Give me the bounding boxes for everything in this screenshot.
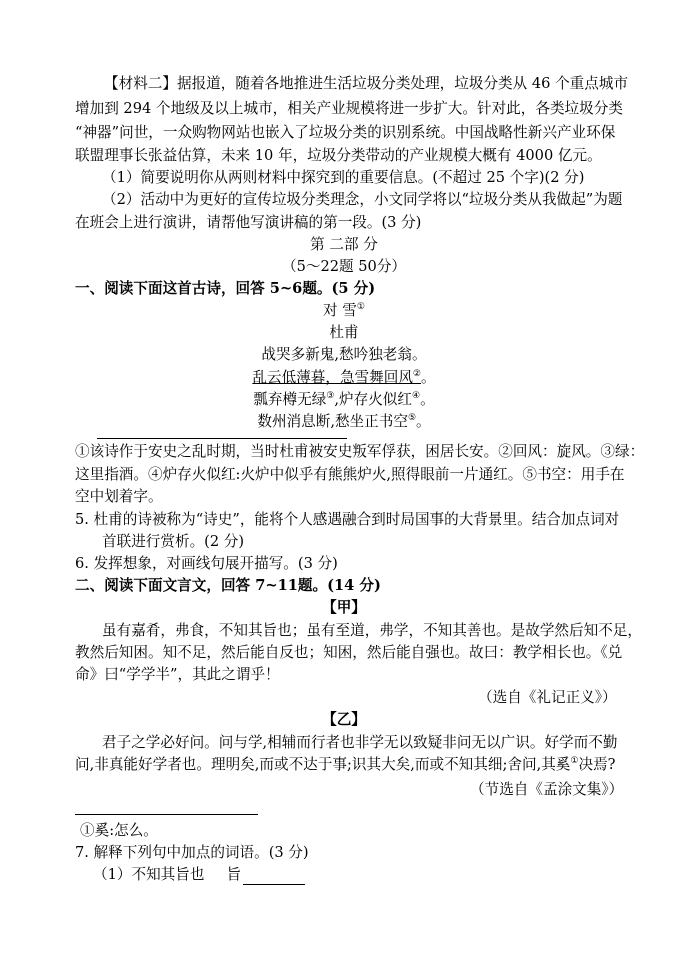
passage-b-label: 【乙】 xyxy=(322,711,366,728)
passage-a-line-2: 教然后知困。知不足，然后能自反也；知困，然后能自强也。故曰：教学相长也。《兑 xyxy=(75,644,623,661)
notes-divider xyxy=(97,438,347,439)
answer-blank[interactable] xyxy=(243,870,305,885)
material2-line-1: 【材料二】据报道，随着各地推进生活垃圾分类处理，垃圾分类从 46 个重点城市 xyxy=(104,75,629,92)
poem-line-2-text: 乱云低薄暮，急雪舞回风 xyxy=(252,369,413,386)
poem-line-3-note-a: ③ xyxy=(326,391,335,402)
poem-note-line-1: ①该诗作于安史之乱时期，当时杜甫被安史叛军俘获，困居长安。②回风：旋风。③绿： xyxy=(75,443,645,460)
poem-author: 杜甫 xyxy=(329,324,359,341)
question-6: 6. 发挥想象，对画线句展开描写。(3 分) xyxy=(75,555,338,572)
material2-line-2: 增加到 294 个地级及以上城市，相关产业规模将进一步扩大。针对此，各类垃圾分类 xyxy=(75,100,623,117)
poem-line-2-underlined xyxy=(252,369,421,386)
question-7: 7. 解释下列句中加点的词语。(3 分) xyxy=(75,844,309,861)
poem-line-3a: 瓢弃樽无绿 xyxy=(253,391,327,408)
question-5-line-2: 首联进行赏析。(2 分) xyxy=(102,533,245,550)
poem-title xyxy=(0,301,688,321)
question-2-line-1: （2）活动中为更好的宣传垃圾分类理念，小文同学将以“垃圾分类从我做起”为题 xyxy=(102,191,623,208)
poem-line-4-end: 。 xyxy=(416,413,431,430)
poem-line-4 xyxy=(0,412,688,432)
question-1: （1）简要说明你从两则材料中探究到的重要信息。(不超过 25 个字)(2 分) xyxy=(102,169,585,186)
material2-line-3: “神器”问世，一众购物网站也嵌入了垃圾分类的识别系统。中国战略性新兴产业环保 xyxy=(75,124,616,141)
question-7-1-text: （1）不知其旨也 xyxy=(93,866,205,883)
passage-b-note: ① xyxy=(570,756,579,767)
passage-a-label: 【甲】 xyxy=(322,599,366,616)
poem-line-2-note: ② xyxy=(412,369,421,380)
footnote-divider xyxy=(75,814,258,815)
passage-b-line-2-end: 决焉? xyxy=(578,756,616,773)
poem-line-3-end: 。 xyxy=(420,391,435,408)
poem-line-4-note: ⑤ xyxy=(407,413,417,424)
poem-line-3 xyxy=(0,390,688,410)
passage-a-source: （选自《礼记正义》） xyxy=(478,689,617,706)
question-7-1 xyxy=(93,865,305,885)
section2-heading: 二、阅读下面文言文，回答 7~11题。(14 分) xyxy=(75,577,381,594)
poem-line-1: 战哭多新鬼,愁吟独老翁。 xyxy=(261,346,427,363)
question-2-line-2: 在班会上进行演讲，请帮他写演讲稿的第一段。(3 分) xyxy=(75,214,422,231)
passage-b-line-1: 君子之学必好问。问与学,相辅而行者也非学无以致疑非问无以广识。好学而不勤 xyxy=(102,734,618,751)
poem-line-4a: 数州消息断,愁坐正书空 xyxy=(257,413,408,430)
poem-note-line-3: 空中划着字。 xyxy=(75,488,163,505)
poem-title-note: ① xyxy=(356,302,365,313)
passage-a-line-1: 虽有嘉肴，弗食，不知其旨也；虽有至道，弗学，不知其善也。是故学然后知不足， xyxy=(102,622,642,639)
passage-b-line-2 xyxy=(75,755,616,775)
part2-title: 第 二部 分 xyxy=(310,236,378,253)
poem-line-2-end: 。 xyxy=(421,369,436,386)
question-5-line-1: 5. 杜甫的诗被称为“诗史”，能将个人感遇融合到时局国事的大背景里。结合加点词对 xyxy=(75,511,620,528)
question-7-1-word: 旨 xyxy=(226,866,242,883)
footnote: ①奚:怎么。 xyxy=(80,822,158,839)
poem-title-text: 对 雪 xyxy=(323,302,357,319)
material2-line-4: 联盟理事长张益估算，未来 10 年，垃圾分类带动的产业规模大概有 4000 亿元。 xyxy=(75,147,602,164)
poem-line-2 xyxy=(0,368,688,388)
passage-a-line-3: 命》曰“学学半”，其此之谓乎！ xyxy=(75,666,280,683)
part2-range: （5～22题 50分） xyxy=(281,258,407,275)
poem-line-3b: ,炉存火似红 xyxy=(334,391,412,408)
section1-heading: 一、阅读下面这首古诗，回答 5~6题。(5 分) xyxy=(75,280,376,297)
poem-note-line-2: 这里指酒。④炉存火似红:火炉中似乎有熊熊炉火,照得眼前一片通红。⑤书空：用手在 xyxy=(75,466,625,483)
poem-line-3-note-b: ④ xyxy=(411,391,421,402)
passage-b-source: （节选自《孟涂文集》） xyxy=(470,781,624,798)
passage-b-line-2-text: 问,非真能好学者也。理明矣,而或不达于事;识其大矣,而或不知其细;舍问,其奚 xyxy=(75,756,571,773)
